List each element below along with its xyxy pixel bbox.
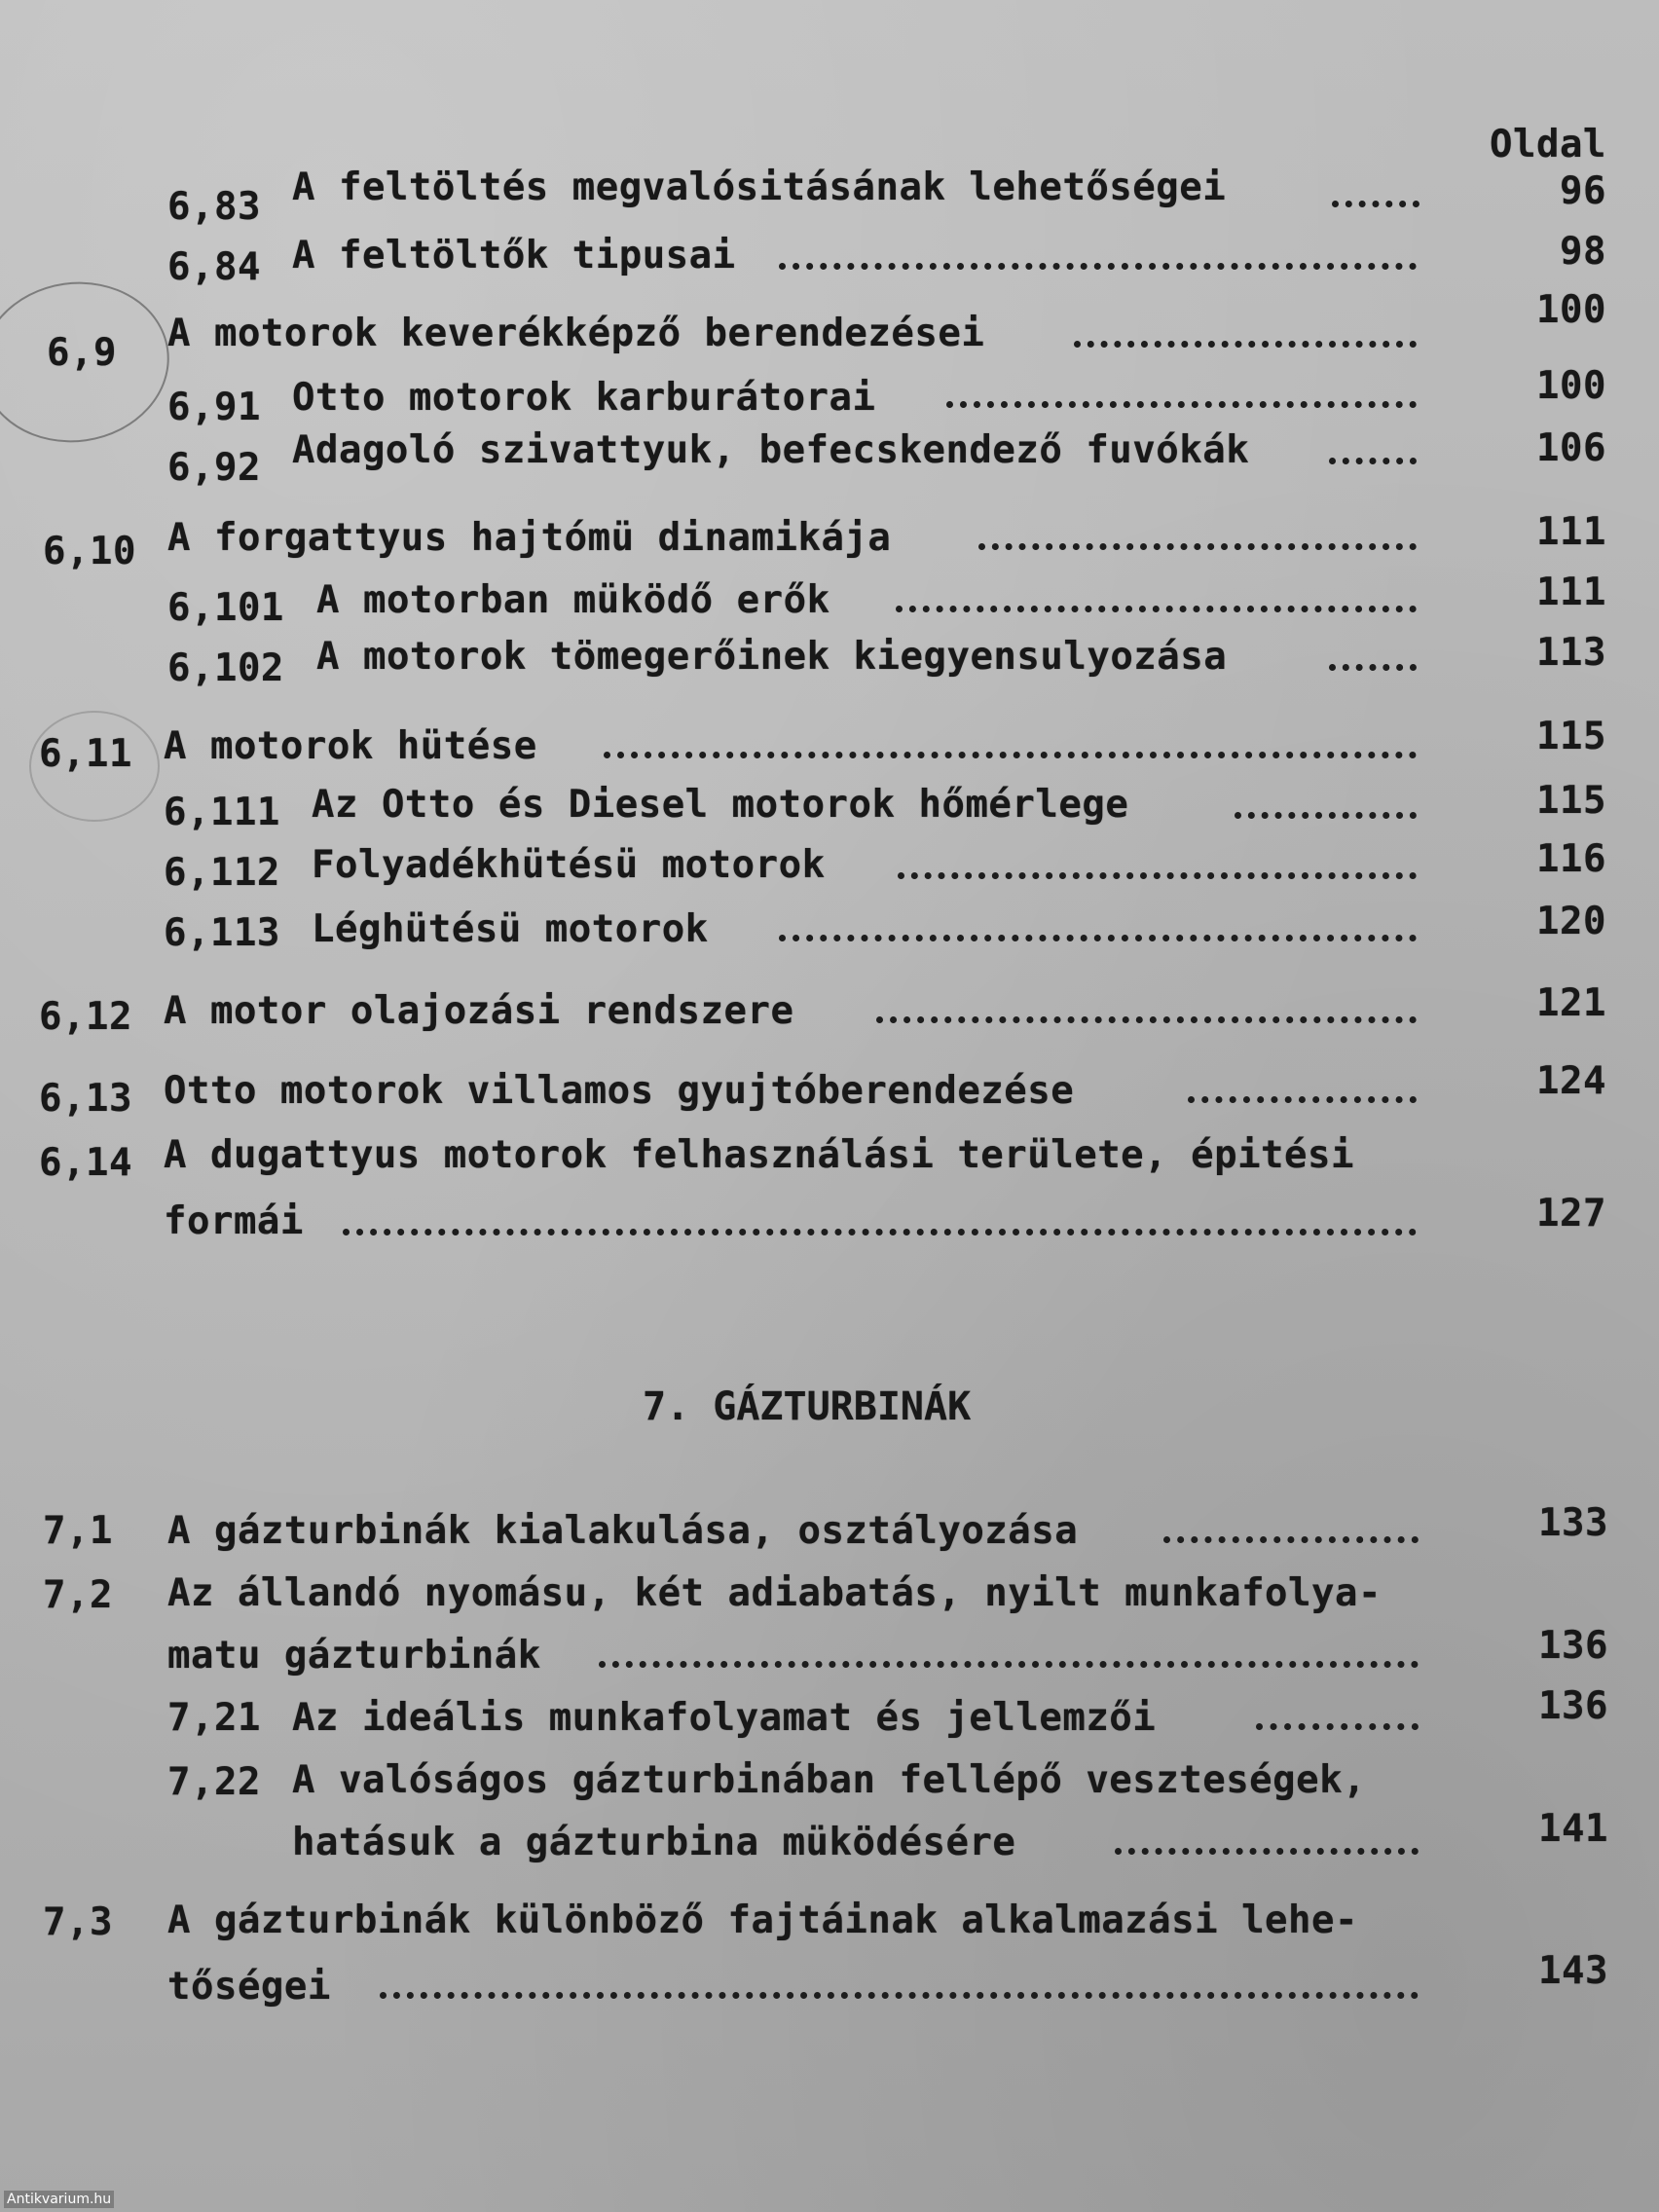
leader-dots	[1115, 1848, 1419, 1855]
toc-page: 124	[1536, 1059, 1606, 1103]
toc-number: 7,3	[43, 1900, 113, 1944]
watermark: Antikvarium.hu	[4, 2191, 114, 2208]
toc-number: 6,91	[167, 386, 261, 429]
toc-title-continued: tőségei	[167, 1965, 331, 2009]
toc-page: 136	[1538, 1624, 1608, 1668]
toc-number: 7,22	[167, 1760, 261, 1804]
toc-title: A feltöltés megvalósitásának lehetőségei	[292, 166, 1227, 209]
leader-dots	[1074, 341, 1417, 348]
toc-title: Léghütésü motorok	[312, 907, 709, 951]
toc-title: A motorok keverékképző berendezései	[167, 312, 985, 355]
leader-dots	[876, 1016, 1417, 1023]
toc-page: 115	[1536, 779, 1606, 823]
leader-dots	[604, 752, 1417, 758]
toc-number: 6,83	[167, 185, 261, 229]
toc-number: 7,2	[43, 1573, 113, 1617]
toc-page: 143	[1538, 1949, 1608, 1993]
toc-number: 6,92	[167, 446, 261, 490]
toc-title-continued: hatásuk a gázturbina müködésére	[292, 1821, 1016, 1864]
toc-page: 111	[1536, 571, 1606, 614]
leader-dots	[1235, 812, 1417, 819]
toc-title: A dugattyus motorok felhasználási területe, épitési	[164, 1133, 1354, 1177]
leader-dots	[779, 263, 1417, 270]
leader-dots	[779, 935, 1417, 941]
leader-dots	[343, 1229, 1417, 1235]
toc-page: 100	[1536, 364, 1606, 408]
toc-number: 6,112	[164, 851, 280, 895]
toc-page: 120	[1536, 900, 1606, 943]
toc-number: 6,101	[167, 586, 284, 630]
toc-page: 121	[1536, 981, 1606, 1025]
toc-page: 133	[1538, 1501, 1608, 1545]
toc-number: 6,12	[39, 995, 132, 1039]
toc-number: 6,13	[39, 1077, 132, 1121]
toc-page: 98	[1560, 230, 1606, 274]
leader-dots	[1163, 1536, 1419, 1543]
page-column-header: Oldal	[1490, 123, 1606, 166]
toc-number: 6,11	[39, 732, 132, 776]
leader-dots	[599, 1661, 1419, 1668]
toc-title-continued: matu gázturbinák	[167, 1634, 541, 1677]
toc-page: 116	[1536, 837, 1606, 881]
toc-number: 6,9	[47, 331, 117, 375]
leader-dots	[1256, 1723, 1419, 1730]
toc-title: A forgattyus hajtómü dinamikája	[167, 516, 892, 560]
toc-title: Az állandó nyomásu, két adiabatás, nyilt munkafolya-	[167, 1571, 1382, 1615]
toc-title: Adagoló szivattyuk, befecskendező fuvókák	[292, 428, 1250, 472]
toc-title: Folyadékhütésü motorok	[312, 843, 826, 887]
toc-title: Az Otto és Diesel motorok hőmérlege	[312, 783, 1129, 827]
toc-title: A motor olajozási rendszere	[164, 989, 794, 1033]
leader-dots	[978, 543, 1417, 550]
toc-page: 127	[1536, 1192, 1606, 1235]
toc-number: 6,10	[43, 530, 136, 573]
toc-page: 113	[1536, 631, 1606, 675]
toc-page: 100	[1536, 288, 1606, 332]
toc-page: 136	[1538, 1684, 1608, 1728]
toc-title: A feltöltők tipusai	[292, 234, 736, 277]
toc-title: A gázturbinák különböző fajtáinak alkalmazási lehe-	[167, 1899, 1358, 1942]
leader-dots	[1188, 1096, 1417, 1103]
toc-number: 6,111	[164, 791, 280, 834]
leader-dots	[380, 1992, 1419, 1999]
toc-page: 106	[1536, 426, 1606, 470]
toc-title: A gázturbinák kialakulása, osztályozása	[167, 1509, 1079, 1553]
leader-dots	[946, 401, 1417, 408]
toc-page: 115	[1536, 715, 1606, 758]
leader-dots	[1332, 201, 1419, 207]
toc-title: A valóságos gázturbinában fellépő veszteségek,	[292, 1758, 1367, 1802]
toc-title: A motorban müködő erők	[316, 578, 830, 622]
toc-title: Otto motorok karburátorai	[292, 376, 876, 420]
toc-title-continued: formái	[164, 1199, 304, 1243]
toc-number: 7,1	[43, 1509, 113, 1553]
chapter-heading: 7. GÁZTURBINÁK	[643, 1384, 972, 1429]
toc-title: Otto motorok villamos gyujtóberendezése	[164, 1069, 1075, 1113]
leader-dots	[896, 606, 1417, 612]
toc-page: 96	[1560, 169, 1606, 213]
toc-number: 6,113	[164, 911, 280, 955]
toc-title: A motorok hütése	[164, 724, 537, 768]
toc-title: Az ideális munkafolyamat és jellemzői	[292, 1696, 1157, 1740]
toc-number: 6,14	[39, 1141, 132, 1185]
leader-dots	[898, 872, 1417, 879]
toc-title: A motorok tömegerőinek kiegyensulyozása	[316, 635, 1228, 679]
toc-number: 7,21	[167, 1696, 261, 1740]
toc-page: 111	[1536, 510, 1606, 554]
toc-number: 6,84	[167, 245, 261, 289]
leader-dots	[1329, 664, 1417, 671]
leader-dots	[1329, 458, 1417, 464]
toc-number: 6,102	[167, 646, 284, 690]
toc-page: 141	[1538, 1807, 1608, 1851]
